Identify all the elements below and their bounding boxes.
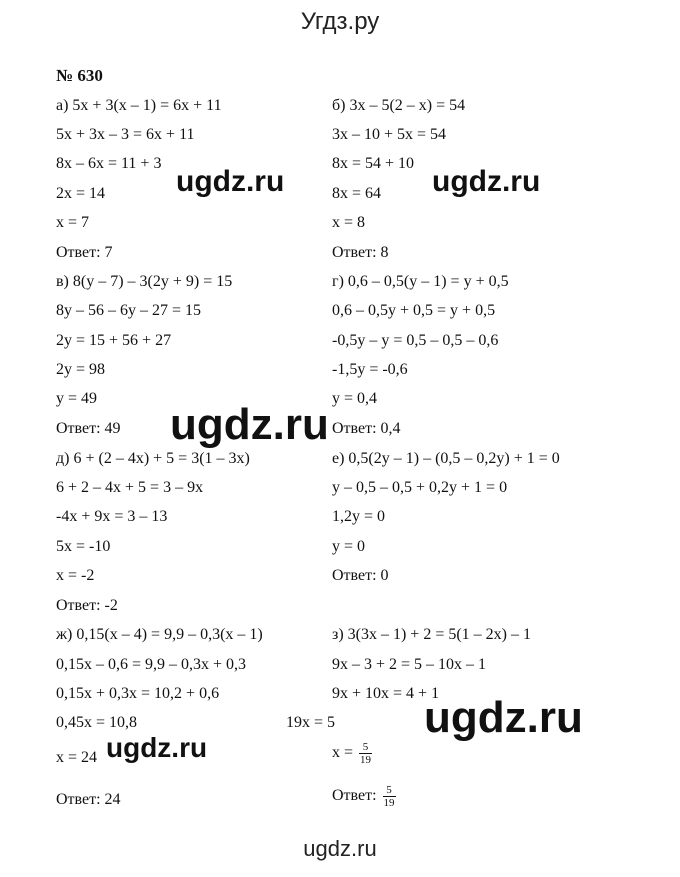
problem-number: № 630 <box>56 66 103 85</box>
solution-line: 0,15х + 0,3х = 10,2 + 0,6 <box>56 685 220 702</box>
solution-line: у = 0 <box>332 538 366 555</box>
solution-line: х = 7 <box>56 214 90 231</box>
solution-line: 0,45х = 10,8 <box>56 714 138 731</box>
watermark: ugdz.ru <box>424 693 583 742</box>
answer-line: Ответ: 24 <box>56 791 121 808</box>
fraction <box>359 741 372 766</box>
solution-line: 2х = 14 <box>56 185 106 202</box>
fraction-line-prefix: х = <box>332 744 358 762</box>
answer-line: Ответ: 0 <box>332 567 389 584</box>
answer-line-fraction <box>332 784 396 809</box>
fraction-denominator: 19 <box>383 797 395 809</box>
answer-line: Ответ: 7 <box>56 244 113 261</box>
solution-line: -4х + 9х = 3 – 13 <box>56 508 168 525</box>
solution-line: 8х = 64 <box>332 185 382 202</box>
solution-line: 2у = 15 + 56 + 27 <box>56 332 172 349</box>
answer-line: Ответ: 0,4 <box>332 420 401 437</box>
solution-line: 1,2у = 0 <box>332 508 386 525</box>
solution-line: а) 5х + 3(х – 1) = 6х + 11 <box>56 97 222 114</box>
solution-line: 2у = 98 <box>56 361 106 378</box>
fraction-denominator: 19 <box>360 754 372 766</box>
solution-line: 19х = 5 <box>286 714 336 731</box>
solution-line: е) 0,5(2у – 1) – (0,5 – 0,2у) + 1 = 0 <box>332 450 560 467</box>
solution-line-fraction <box>332 741 372 766</box>
solution-line: у = 49 <box>56 390 98 407</box>
answer-prefix: Ответ: <box>332 787 381 805</box>
watermark: ugdz.ru <box>432 165 541 198</box>
solution-line: б) 3х – 5(2 – х) = 54 <box>332 97 466 114</box>
watermark: ugdz.ru <box>106 732 208 763</box>
solution-line: 5х = -10 <box>56 538 111 555</box>
solution-line: х = 24 <box>56 749 98 766</box>
fraction-numerator: 5 <box>383 784 396 797</box>
answer-line: Ответ: -2 <box>56 597 118 614</box>
solution-line: х = 8 <box>332 214 366 231</box>
site-title: Угдз.ру <box>300 8 380 35</box>
solution-line: 9х + 10х = 4 + 1 <box>332 685 440 702</box>
solution-line: в) 8(у – 7) – 3(2у + 9) = 15 <box>56 273 233 290</box>
solution-line: у = 0,4 <box>332 390 378 407</box>
watermark: ugdz.ru <box>176 165 285 198</box>
solution-line: г) 0,6 – 0,5(у – 1) = у + 0,5 <box>332 273 509 290</box>
solution-line: -1,5у = -0,6 <box>332 361 408 378</box>
solution-line: 8у – 56 – 6у – 27 = 15 <box>56 302 202 319</box>
solution-line: 6 + 2 – 4х + 5 = 3 – 9х <box>56 479 204 496</box>
solution-line: 5х + 3х – 3 = 6х + 11 <box>56 126 195 143</box>
fraction-numerator: 5 <box>359 741 372 754</box>
solution-line: 0,6 – 0,5у + 0,5 = у + 0,5 <box>332 302 496 319</box>
solution-line: д) 6 + (2 – 4х) + 5 = 3(1 – 3х) <box>56 450 250 467</box>
footer-url: ugdz.ru <box>303 836 377 861</box>
answer-line: Ответ: 49 <box>56 420 121 437</box>
solution-line: 0,15х – 0,6 = 9,9 – 0,3х + 0,3 <box>56 656 247 673</box>
solution-line: 3х – 10 + 5х = 54 <box>332 126 447 143</box>
solution-line: 8х – 6х = 11 + 3 <box>56 155 162 172</box>
answer-line: Ответ: 8 <box>332 244 389 261</box>
solution-line: 8х = 54 + 10 <box>332 155 415 172</box>
solution-line: х = -2 <box>56 567 95 584</box>
solution-line: з) 3(3х – 1) + 2 = 5(1 – 2х) – 1 <box>332 626 532 643</box>
solution-line: у – 0,5 – 0,5 + 0,2у + 1 = 0 <box>332 479 508 496</box>
solution-line: -0,5у – у = 0,5 – 0,5 – 0,6 <box>332 332 499 349</box>
solution-line: 9х – 3 + 2 = 5 – 10х – 1 <box>332 656 487 673</box>
watermark: ugdz.ru <box>170 400 329 449</box>
fraction <box>383 784 396 809</box>
solution-line: ж) 0,15(х – 4) = 9,9 – 0,3(х – 1) <box>56 626 263 643</box>
